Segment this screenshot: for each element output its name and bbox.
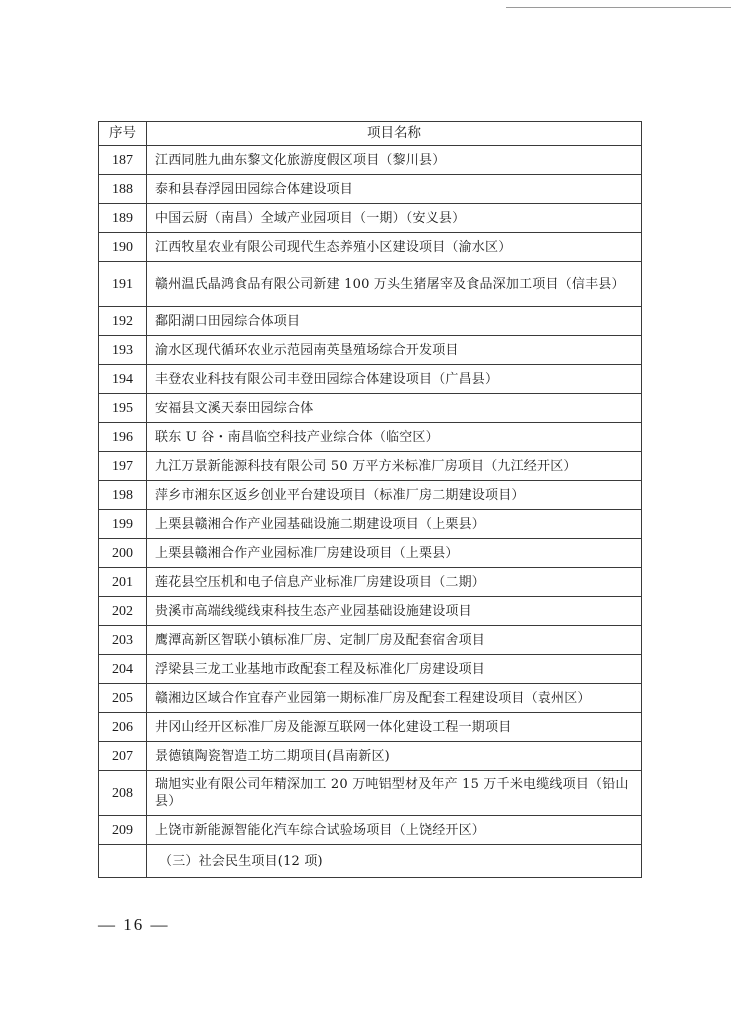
row-seq: 198 <box>99 481 147 510</box>
row-seq: 195 <box>99 394 147 423</box>
table-row <box>99 204 642 233</box>
row-name: 泰和县春浮园田园综合体建设项目 <box>147 175 642 204</box>
header-seq: 序号 <box>99 122 147 146</box>
row-seq: 187 <box>99 146 147 175</box>
row-name: 安福县文溪天泰田园综合体 <box>147 394 642 423</box>
row-name: 渝水区现代循环农业示范园南英垦殖场综合开发项目 <box>147 336 642 365</box>
row-seq: 209 <box>99 816 147 845</box>
row-name: 上饶市新能源智能化汽车综合试验场项目（上饶经开区） <box>147 816 642 845</box>
row-name: 中国云厨（南昌）全域产业园项目（一期）（安义县） <box>147 204 642 233</box>
table-row <box>99 655 642 684</box>
row-seq: 196 <box>99 423 147 452</box>
row-seq: 192 <box>99 307 147 336</box>
row-name: 景德镇陶瓷智造工坊二期项目(昌南新区) <box>147 742 642 771</box>
row-seq: 203 <box>99 626 147 655</box>
row-name: 鹰潭高新区智联小镇标准厂房、定制厂房及配套宿舍项目 <box>147 626 642 655</box>
row-name: 浮梁县三龙工业基地市政配套工程及标准化厂房建设项目 <box>147 655 642 684</box>
table-row <box>99 146 642 175</box>
header-name: 项目名称 <box>147 122 642 146</box>
row-name: 上栗县赣湘合作产业园基础设施二期建设项目（上栗县） <box>147 510 642 539</box>
row-name: 丰登农业科技有限公司丰登田园综合体建设项目（广昌县） <box>147 365 642 394</box>
row-name: 赣湘边区域合作宜春产业园第一期标准厂房及配套工程建设项目（袁州区） <box>147 684 642 713</box>
row-seq: 202 <box>99 597 147 626</box>
table-row <box>99 452 642 481</box>
row-seq: 193 <box>99 336 147 365</box>
table-row <box>99 539 642 568</box>
table-row <box>99 423 642 452</box>
row-seq: 207 <box>99 742 147 771</box>
row-seq: 188 <box>99 175 147 204</box>
row-seq: 201 <box>99 568 147 597</box>
row-name: 井冈山经开区标准厂房及能源互联网一体化建设工程一期项目 <box>147 713 642 742</box>
table-row <box>99 771 642 816</box>
project-table <box>98 121 642 878</box>
row-seq: 189 <box>99 204 147 233</box>
table-row <box>99 365 642 394</box>
top-rule-line <box>506 7 731 8</box>
row-name: 贵溪市高端线缆线束科技生态产业园基础设施建设项目 <box>147 597 642 626</box>
table-row <box>99 175 642 204</box>
row-seq: 194 <box>99 365 147 394</box>
table-row <box>99 394 642 423</box>
table-row <box>99 713 642 742</box>
table-body <box>99 146 642 878</box>
row-seq: 190 <box>99 233 147 262</box>
row-name: 萍乡市湘东区返乡创业平台建设项目（标准厂房二期建设项目） <box>147 481 642 510</box>
table-row <box>99 626 642 655</box>
row-name: 赣州温氏晶鸿食品有限公司新建 100 万头生猪屠宰及食品深加工项目（信丰县） <box>147 262 642 307</box>
table-row <box>99 816 642 845</box>
row-seq: 205 <box>99 684 147 713</box>
table-row <box>99 307 642 336</box>
category-seq <box>99 845 147 878</box>
page-number: — 16 — <box>98 915 170 934</box>
table-row <box>99 262 642 307</box>
row-seq: 199 <box>99 510 147 539</box>
table-row <box>99 684 642 713</box>
row-seq: 191 <box>99 262 147 307</box>
table-row <box>99 481 642 510</box>
row-name: 江西同胜九曲东黎文化旅游度假区项目（黎川县） <box>147 146 642 175</box>
row-name: 江西牧星农业有限公司现代生态养殖小区建设项目（渝水区） <box>147 233 642 262</box>
row-name: 莲花县空压机和电子信息产业标准厂房建设项目（二期） <box>147 568 642 597</box>
table-row <box>99 742 642 771</box>
row-name: 联东 U 谷・南昌临空科技产业综合体（临空区） <box>147 423 642 452</box>
row-seq: 200 <box>99 539 147 568</box>
row-seq: 197 <box>99 452 147 481</box>
row-name: 瑞旭实业有限公司年精深加工 20 万吨铝型材及年产 15 万千米电缆线项目（铅山县） <box>147 771 642 816</box>
row-seq: 208 <box>99 771 147 816</box>
table-row <box>99 568 642 597</box>
row-name: 鄱阳湖口田园综合体项目 <box>147 307 642 336</box>
table-header-row <box>99 122 642 146</box>
table-row <box>99 233 642 262</box>
row-seq: 204 <box>99 655 147 684</box>
row-name: 上栗县赣湘合作产业园标准厂房建设项目（上栗县） <box>147 539 642 568</box>
row-name: 九江万景新能源科技有限公司 50 万平方米标准厂房项目（九江经开区） <box>147 452 642 481</box>
category-name: （三）社会民生项目(12 项) <box>147 845 642 878</box>
category-row <box>99 845 642 878</box>
table-row <box>99 336 642 365</box>
table-row <box>99 597 642 626</box>
table-row <box>99 510 642 539</box>
row-seq: 206 <box>99 713 147 742</box>
